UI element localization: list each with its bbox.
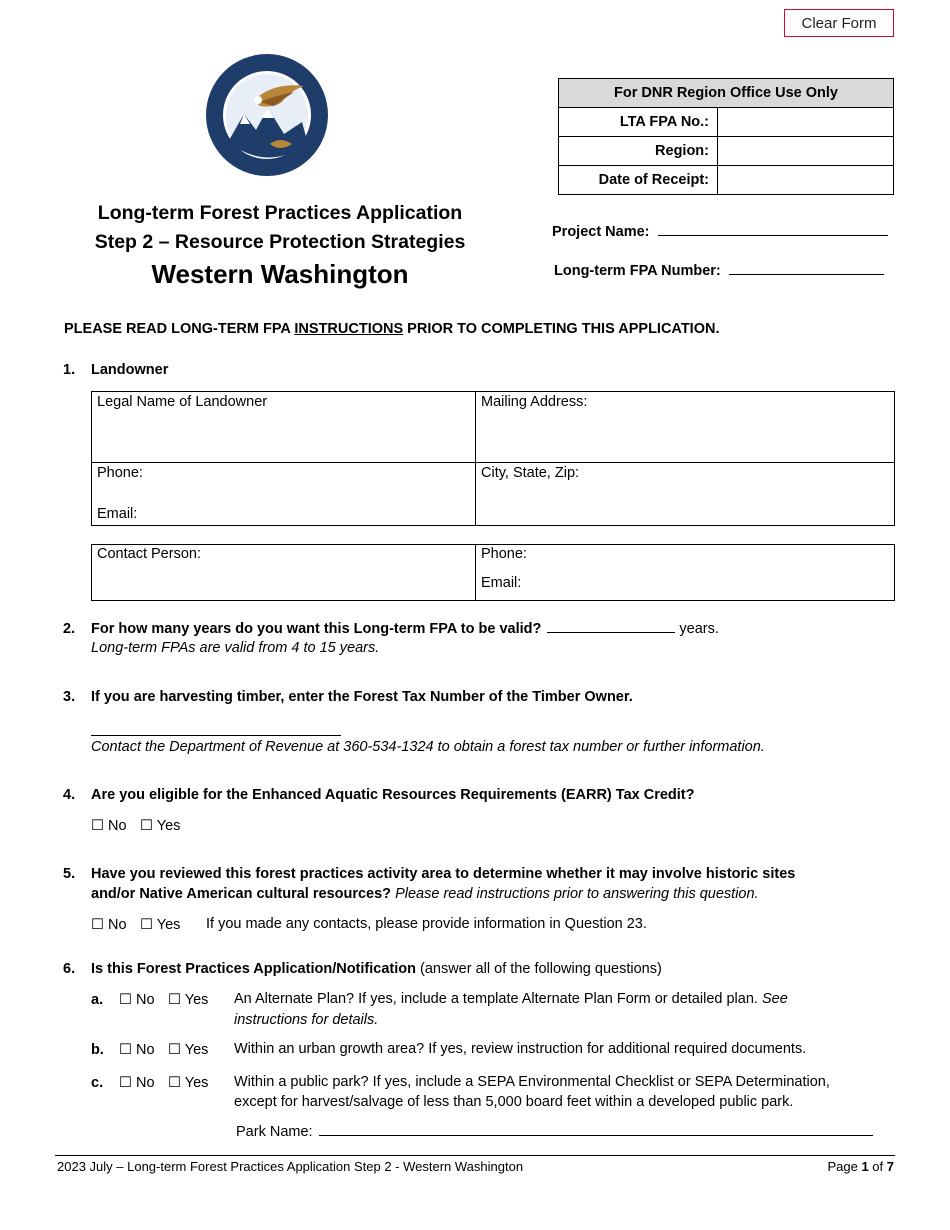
q6a-no-checkbox[interactable]: ☐ No <box>119 992 155 1008</box>
q6a-yes-checkbox[interactable]: ☐ Yes <box>168 992 209 1008</box>
q6a-see: See <box>761 991 788 1007</box>
q5-text-line2: and/or Native American cultural resources? <box>91 886 392 902</box>
email-field[interactable]: Email: <box>97 506 138 522</box>
footer-divider <box>55 1155 895 1156</box>
q2-note: Long-term FPAs are valid from 4 to 15 years. <box>91 640 380 656</box>
q5-instruction-note: Please read instructions prior to answering this question. <box>395 886 759 902</box>
q4-no-checkbox[interactable]: ☐ No <box>91 818 127 834</box>
q4-number: 4. <box>63 787 76 803</box>
q2-text: For how many years do you want this Long-term FPA to be valid? <box>91 621 542 637</box>
form-title-line1: Long-term Forest Practices Application <box>97 202 463 224</box>
q3-note: Contact the Department of Revenue at 360-534-1324 to obtain a forest tax number or further information. <box>91 739 765 755</box>
form-title-line2: Step 2 – Resource Protection Strategies <box>94 231 466 253</box>
dnr-seal-logo <box>204 52 330 178</box>
phone-field[interactable]: Phone: <box>97 465 143 481</box>
q6b-letter: b. <box>91 1042 104 1058</box>
q4-yes-checkbox[interactable]: ☐ Yes <box>140 818 181 834</box>
q5-number: 5. <box>63 866 76 882</box>
project-name-label: Project Name: <box>552 224 650 240</box>
region-field[interactable] <box>718 137 894 166</box>
region-label: Region: <box>559 137 718 166</box>
q2-row <box>91 621 719 637</box>
clear-form-button[interactable]: Clear Form <box>784 9 894 37</box>
date-receipt-field[interactable] <box>718 166 894 195</box>
q6b-text: Within an urban growth area? If yes, review instruction for additional required documents. <box>234 1041 807 1057</box>
q5-no-checkbox[interactable]: ☐ No <box>91 917 127 933</box>
q6b-no-checkbox[interactable]: ☐ No <box>119 1042 155 1058</box>
q6c-no-checkbox[interactable]: ☐ No <box>119 1075 155 1091</box>
q6a-line1 <box>234 991 788 1007</box>
q2-suffix: years. <box>679 621 719 637</box>
q6a-line2: instructions for details. <box>234 1012 379 1028</box>
q3-tax-number-field[interactable] <box>91 735 341 736</box>
q5-yes-checkbox[interactable]: ☐ Yes <box>140 917 181 933</box>
footer-page <box>827 1159 894 1174</box>
q6b-yes-checkbox[interactable]: ☐ Yes <box>168 1042 209 1058</box>
project-name-field[interactable] <box>658 235 888 236</box>
q4-text: Are you eligible for the Enhanced Aquatic Resources Requirements (EARR) Tax Credit? <box>91 787 695 803</box>
fpa-number-field[interactable] <box>729 274 884 275</box>
city-state-zip-field[interactable]: City, State, Zip: <box>481 465 580 481</box>
footer-page-mid: of <box>868 1159 887 1174</box>
q6a-text: An Alternate Plan? If yes, include a template Alternate Plan Form or detailed plan. <box>234 991 758 1007</box>
q1-title: Landowner <box>91 362 169 378</box>
q5-text-line1: Have you reviewed this forest practices activity area to determine whether it may involve historic sites <box>91 866 796 882</box>
q6-number: 6. <box>63 961 76 977</box>
date-receipt-label: Date of Receipt: <box>559 166 718 195</box>
legal-name-field[interactable]: Legal Name of Landowner <box>97 394 268 410</box>
landowner-box <box>91 391 895 526</box>
q3-text: If you are harvesting timber, enter the Forest Tax Number of the Timber Owner. <box>91 689 633 705</box>
q6-row <box>91 961 662 977</box>
fpa-number-row <box>554 263 884 279</box>
notice-text-pre: PLEASE READ LONG-TERM FPA <box>64 321 295 337</box>
instructions-link[interactable]: INSTRUCTIONS <box>294 321 404 337</box>
mailing-address-field[interactable]: Mailing Address: <box>481 394 588 410</box>
fpa-number-label: Long-term FPA Number: <box>554 263 721 279</box>
dnr-office-use-table <box>558 78 894 195</box>
footer-page-pre: Page <box>827 1159 862 1174</box>
contact-person-field[interactable]: Contact Person: <box>97 546 201 562</box>
lta-fpa-no-field[interactable] <box>718 108 894 137</box>
q6-note: (answer all of the following questions) <box>420 961 662 977</box>
dnr-table-header: For DNR Region Office Use Only <box>559 79 894 108</box>
project-name-row <box>552 224 888 240</box>
q2-years-field[interactable] <box>547 632 675 633</box>
park-name-label: Park Name: <box>236 1124 313 1140</box>
q2-number: 2. <box>63 621 76 637</box>
lta-fpa-no-label: LTA FPA No.: <box>559 108 718 137</box>
form-title-region: Western Washington <box>151 259 409 289</box>
q6a-letter: a. <box>91 992 104 1008</box>
contact-email-field[interactable]: Email: <box>481 575 522 591</box>
q6c-line2: except for harvest/salvage of less than 5,000 board feet within a developed public park. <box>234 1094 794 1110</box>
q3-number: 3. <box>63 689 76 705</box>
notice-text-post: PRIOR TO COMPLETING THIS APPLICATION. <box>403 321 720 337</box>
park-name-row <box>236 1124 873 1140</box>
footer-page-total: 7 <box>886 1159 894 1174</box>
instructions-notice <box>64 321 719 337</box>
q6c-yes-checkbox[interactable]: ☐ Yes <box>168 1075 209 1091</box>
q6-text: Is this Forest Practices Application/Notification <box>91 961 416 977</box>
q6c-text: Within a public park? If yes, include a SEPA Environmental Checklist or SEPA Determination, <box>234 1074 830 1090</box>
footer-left: 2023 July – Long-term Forest Practices Application Step 2 - Western Washington <box>57 1159 524 1174</box>
q5-note: If you made any contacts, please provide information in Question 23. <box>206 916 647 932</box>
park-name-field[interactable] <box>319 1135 873 1136</box>
q1-number: 1. <box>63 362 76 378</box>
q5-line2 <box>91 886 759 902</box>
contact-phone-field[interactable]: Phone: <box>481 546 527 562</box>
footer-page-num: 1 <box>861 1159 869 1174</box>
q6c-letter: c. <box>91 1075 104 1091</box>
